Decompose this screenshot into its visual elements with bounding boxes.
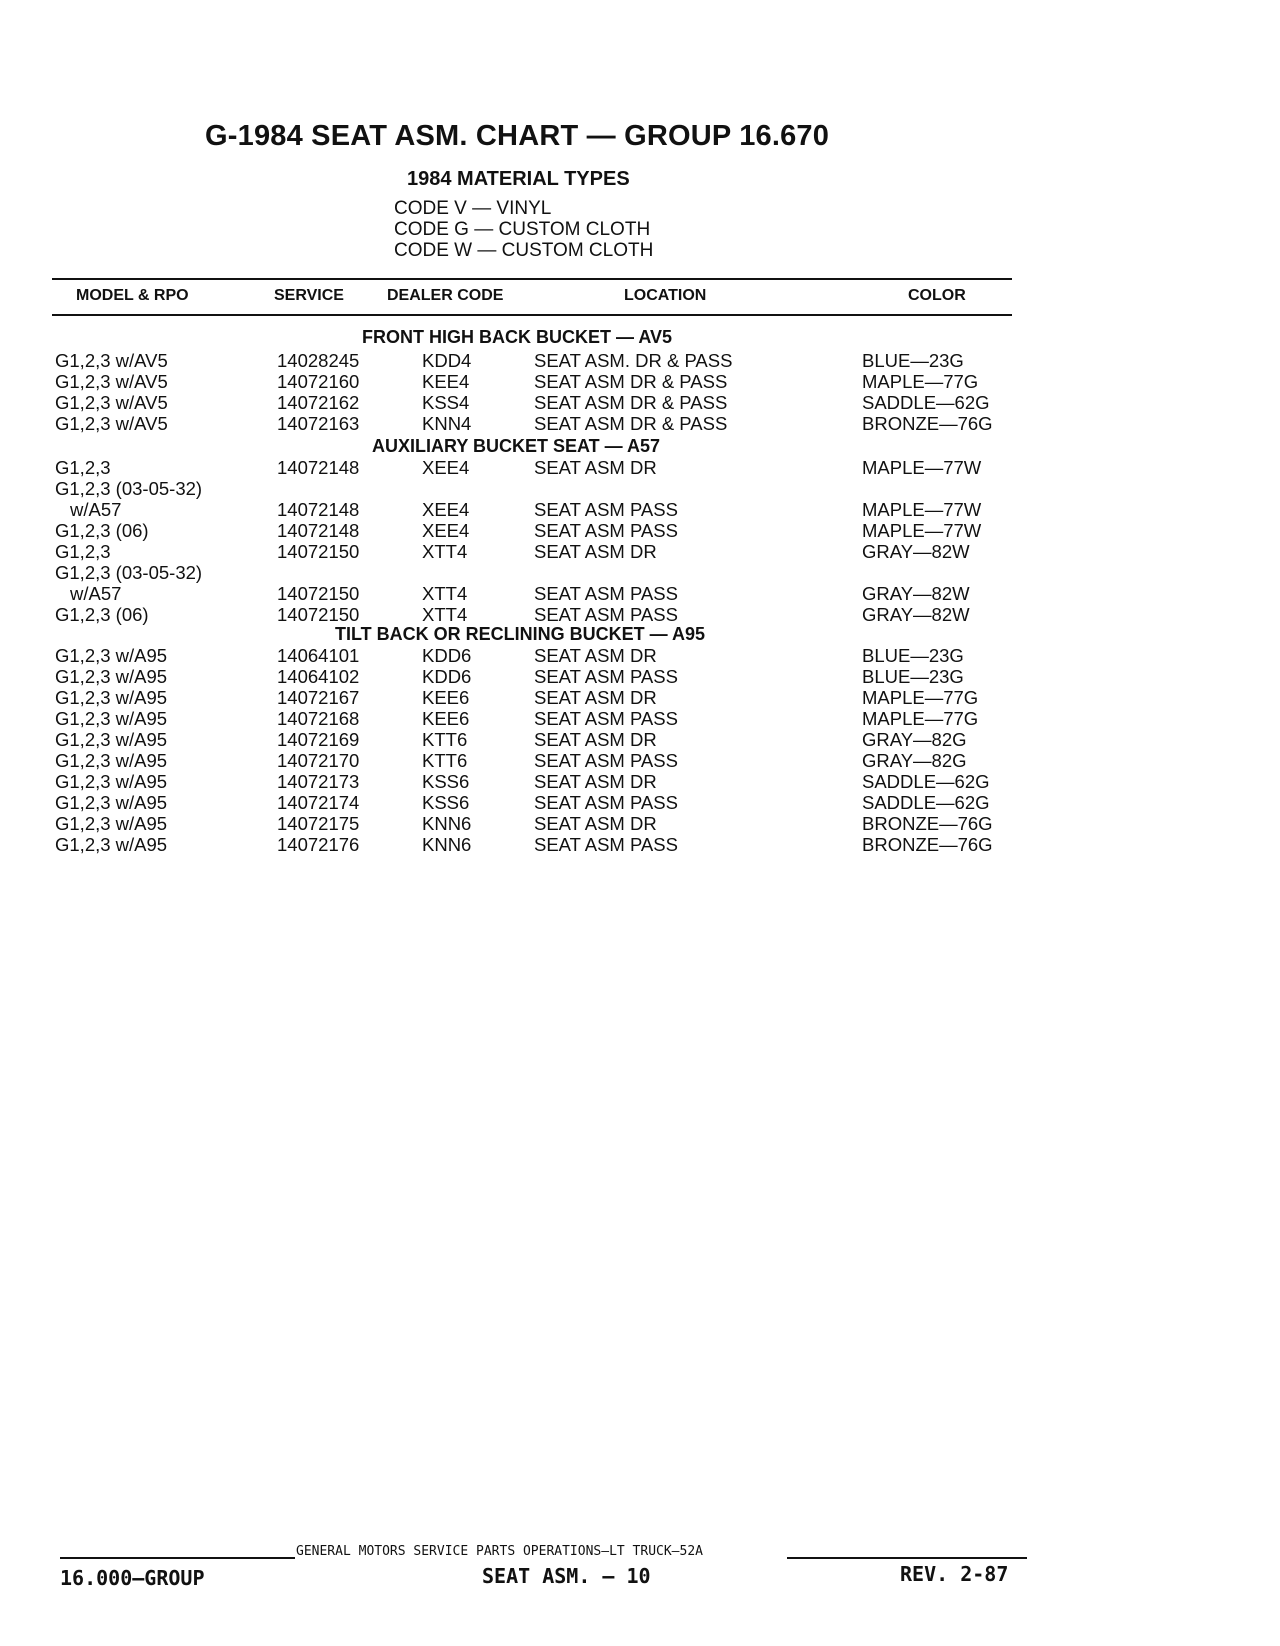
cell-service: 14072148 — [277, 457, 360, 478]
cell-color: BLUE—23G — [862, 666, 964, 687]
header-top-rule — [52, 278, 1012, 280]
cell-model: G1,2,3 — [55, 457, 111, 478]
cell-service: 14072160 — [277, 371, 360, 392]
footer-group: 16.000—GROUP — [60, 1566, 205, 1590]
cell-model: G1,2,3 (03-05-32) — [55, 478, 203, 499]
cell-model: G1,2,3 w/A95 — [55, 666, 168, 687]
cell-model: G1,2,3 (06) — [55, 604, 149, 625]
cell-color: GRAY—82W — [862, 541, 970, 562]
cell-location: SEAT ASM DR — [534, 771, 657, 792]
table-row — [0, 520, 1280, 541]
header-service: SERVICE — [274, 287, 344, 304]
cell-service: 14072148 — [277, 499, 360, 520]
header-location: LOCATION — [624, 287, 707, 304]
cell-model: G1,2,3 (03-05-32) — [55, 562, 203, 583]
cell-color: BRONZE—76G — [862, 834, 993, 855]
table-row — [0, 604, 1280, 625]
table-row — [0, 392, 1280, 413]
cell-location: SEAT ASM DR — [534, 813, 657, 834]
cell-service: 14072173 — [277, 771, 360, 792]
material-code-vinyl: CODE V — VINYL — [394, 198, 552, 219]
table-row — [0, 350, 1280, 371]
cell-service: 14072175 — [277, 813, 360, 834]
cell-location: SEAT ASM PASS — [534, 750, 678, 771]
cell-model: G1,2,3 — [55, 541, 111, 562]
cell-location: SEAT ASM PASS — [534, 792, 678, 813]
table-row — [0, 750, 1280, 771]
cell-color: SADDLE—62G — [862, 392, 990, 413]
table-row — [0, 666, 1280, 687]
table-row — [0, 813, 1280, 834]
cell-location: SEAT ASM DR & PASS — [534, 371, 728, 392]
cell-color: MAPLE—77G — [862, 371, 979, 392]
cell-dealer: KNN4 — [422, 413, 472, 434]
footer-revision: REV. 2-87 — [900, 1562, 1009, 1586]
cell-dealer: XEE4 — [422, 499, 470, 520]
section-heading-a95: TILT BACK OR RECLINING BUCKET — A95 — [335, 624, 706, 644]
footer-rule-right — [787, 1557, 1027, 1559]
header-color: COLOR — [908, 287, 966, 304]
footer-page: SEAT ASM. — 10 — [482, 1564, 651, 1588]
cell-dealer: KSS4 — [422, 392, 470, 413]
cell-model: G1,2,3 w/AV5 — [55, 392, 168, 413]
cell-service: 14072163 — [277, 413, 360, 434]
cell-dealer: XEE4 — [422, 457, 470, 478]
cell-location: SEAT ASM PASS — [534, 708, 678, 729]
cell-color: MAPLE—77W — [862, 499, 982, 520]
cell-color: GRAY—82G — [862, 729, 967, 750]
footer-rule-left — [60, 1557, 295, 1559]
table-row — [0, 792, 1280, 813]
cell-color: BRONZE—76G — [862, 413, 993, 434]
cell-location: SEAT ASM PASS — [534, 604, 678, 625]
cell-color: SADDLE—62G — [862, 792, 990, 813]
cell-service: 14072174 — [277, 792, 360, 813]
cell-location: SEAT ASM DR — [534, 687, 657, 708]
cell-model: G1,2,3 w/A95 — [55, 645, 168, 666]
cell-color: GRAY—82W — [862, 604, 970, 625]
cell-dealer: KEE6 — [422, 687, 470, 708]
cell-dealer: KDD6 — [422, 666, 472, 687]
header-model: MODEL & RPO — [76, 287, 189, 304]
cell-model: G1,2,3 (06) — [55, 520, 149, 541]
section-heading-a57: AUXILIARY BUCKET SEAT — A57 — [372, 436, 661, 456]
cell-dealer: KEE4 — [422, 371, 470, 392]
cell-model: G1,2,3 w/A95 — [55, 771, 168, 792]
cell-model: w/A57 — [70, 499, 122, 520]
material-code-custom-cloth-g: CODE G — CUSTOM CLOTH — [394, 219, 651, 240]
table-row — [0, 645, 1280, 666]
cell-location: SEAT ASM DR — [534, 541, 657, 562]
cell-service: 14072162 — [277, 392, 360, 413]
cell-model: G1,2,3 w/A95 — [55, 834, 168, 855]
cell-dealer: XEE4 — [422, 520, 470, 541]
cell-dealer: KSS6 — [422, 792, 470, 813]
cell-color: BLUE—23G — [862, 350, 964, 371]
table-row — [0, 457, 1280, 478]
cell-color: MAPLE—77W — [862, 520, 982, 541]
cell-dealer: KTT6 — [422, 750, 468, 771]
cell-service: 14072167 — [277, 687, 360, 708]
cell-color: MAPLE—77G — [862, 687, 979, 708]
cell-location: SEAT ASM PASS — [534, 499, 678, 520]
cell-service: 14072170 — [277, 750, 360, 771]
cell-service: 14072169 — [277, 729, 360, 750]
table-row — [0, 583, 1280, 604]
cell-dealer: XTT4 — [422, 604, 468, 625]
footer-publisher: GENERAL MOTORS SERVICE PARTS OPERATIONS—LT TRUCK—52A — [296, 1544, 703, 1559]
cell-model: G1,2,3 w/A95 — [55, 750, 168, 771]
cell-service: 14064101 — [277, 645, 360, 666]
cell-dealer: KTT6 — [422, 729, 468, 750]
cell-service: 14072150 — [277, 541, 360, 562]
cell-color: MAPLE—77W — [862, 457, 982, 478]
header-dealer-code: DEALER CODE — [387, 287, 504, 304]
cell-dealer: KNN6 — [422, 834, 472, 855]
cell-model: G1,2,3 w/AV5 — [55, 350, 168, 371]
cell-location: SEAT ASM PASS — [534, 520, 678, 541]
cell-model: G1,2,3 w/A95 — [55, 729, 168, 750]
cell-location: SEAT ASM PASS — [534, 583, 678, 604]
cell-location: SEAT ASM PASS — [534, 834, 678, 855]
cell-dealer: KDD4 — [422, 350, 472, 371]
table-row — [0, 478, 1280, 499]
page-title: G-1984 SEAT ASM. CHART — GROUP 16.670 — [205, 120, 830, 152]
cell-model: G1,2,3 w/AV5 — [55, 413, 168, 434]
cell-service: 14064102 — [277, 666, 360, 687]
cell-dealer: KNN6 — [422, 813, 472, 834]
cell-color: BLUE—23G — [862, 645, 964, 666]
table-row — [0, 708, 1280, 729]
table-row — [0, 371, 1280, 392]
table-row — [0, 413, 1280, 434]
cell-color: GRAY—82G — [862, 750, 967, 771]
cell-dealer: XTT4 — [422, 541, 468, 562]
cell-service: 14072176 — [277, 834, 360, 855]
cell-location: SEAT ASM DR — [534, 645, 657, 666]
cell-model: G1,2,3 w/A95 — [55, 687, 168, 708]
table-row — [0, 687, 1280, 708]
cell-color: MAPLE—77G — [862, 708, 979, 729]
cell-service: 14072168 — [277, 708, 360, 729]
cell-location: SEAT ASM DR — [534, 457, 657, 478]
cell-dealer: KSS6 — [422, 771, 470, 792]
cell-dealer: KDD6 — [422, 645, 472, 666]
cell-color: SADDLE—62G — [862, 771, 990, 792]
cell-color: GRAY—82W — [862, 583, 970, 604]
cell-service: 14072150 — [277, 583, 360, 604]
cell-color: BRONZE—76G — [862, 813, 993, 834]
cell-location: SEAT ASM. DR & PASS — [534, 350, 733, 371]
cell-service: 14072150 — [277, 604, 360, 625]
cell-location: SEAT ASM DR — [534, 729, 657, 750]
cell-service: 14028245 — [277, 350, 360, 371]
section-heading-av5: FRONT HIGH BACK BUCKET — AV5 — [362, 327, 672, 347]
cell-model: G1,2,3 w/A95 — [55, 813, 168, 834]
cell-location: SEAT ASM DR & PASS — [534, 413, 728, 434]
cell-model: G1,2,3 w/A95 — [55, 708, 168, 729]
cell-dealer: XTT4 — [422, 583, 468, 604]
cell-model: G1,2,3 w/AV5 — [55, 371, 168, 392]
cell-dealer: KEE6 — [422, 708, 470, 729]
cell-location: SEAT ASM PASS — [534, 666, 678, 687]
cell-model: G1,2,3 w/A95 — [55, 792, 168, 813]
cell-service: 14072148 — [277, 520, 360, 541]
material-code-custom-cloth-w: CODE W — CUSTOM CLOTH — [394, 240, 654, 261]
material-types-heading: 1984 MATERIAL TYPES — [407, 168, 630, 190]
table-row — [0, 541, 1280, 562]
table-row — [0, 562, 1280, 583]
table-row — [0, 729, 1280, 750]
header-bottom-rule — [52, 314, 1012, 316]
table-row — [0, 771, 1280, 792]
cell-location: SEAT ASM DR & PASS — [534, 392, 728, 413]
cell-model: w/A57 — [70, 583, 122, 604]
table-row — [0, 834, 1280, 855]
table-row — [0, 499, 1280, 520]
